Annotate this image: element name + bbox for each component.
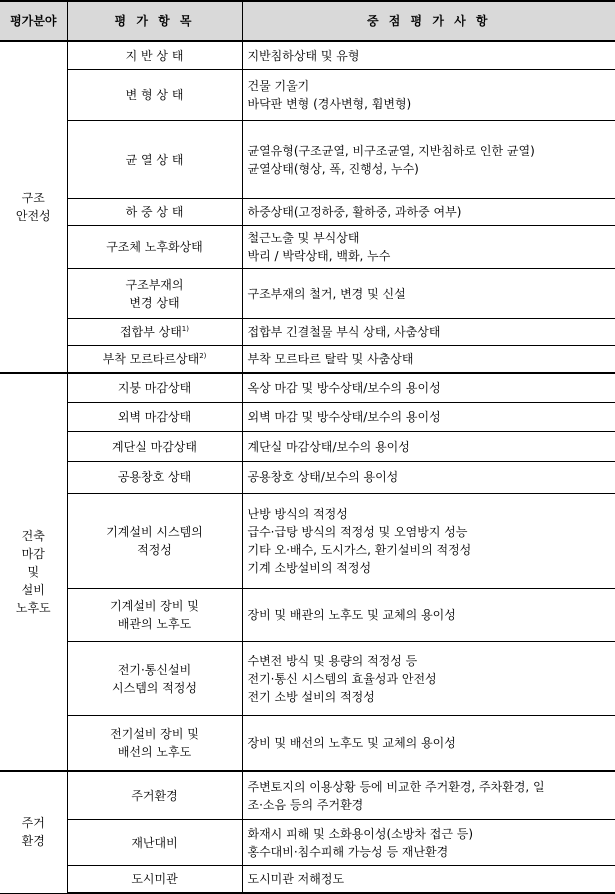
text-line: 조·소음 등의 주거환경: [247, 797, 364, 812]
text-line: 전기·통신설비: [117, 662, 192, 677]
text-line: 장비 및 배관의 노후도 및 교체의 용이성: [247, 608, 456, 623]
detail-cell: [242, 269, 615, 319]
text-line: 화재시 피해 및 소화용이성(소방차 접근 등): [247, 826, 474, 841]
table-row: [0, 70, 615, 121]
text-line: 설비: [21, 582, 45, 597]
detail-cell: [242, 493, 615, 588]
text-line: 전기설비 장비 및: [110, 727, 199, 742]
header-detail: 중 점 평 가 사 항: [242, 1, 615, 41]
detail-cell: [242, 41, 615, 70]
text-line: 공용창호 상태/보수의 용이성: [247, 470, 399, 485]
text-line: 계단실 마감상태: [112, 439, 197, 454]
text-line: 안전성: [15, 208, 51, 223]
item-cell: [67, 771, 242, 820]
detail-cell: [242, 865, 615, 893]
text-line: 홍수대비·침수피해 가능성 등 재난환경: [247, 844, 449, 859]
text-line: 배선의 노후도: [117, 745, 192, 760]
text-line: 하중상태(고정하중, 활하중, 과하중 여부): [247, 205, 462, 220]
text-line: 접합부 상태: [120, 324, 182, 339]
item-cell: [67, 865, 242, 893]
footnote-marker: 1): [181, 324, 189, 333]
text-line: 외벽 마감 및 방수상태/보수의 용이성: [247, 410, 441, 425]
detail-cell: [242, 319, 615, 345]
text-line: 주변토지의 이용상황 등에 비교한 주거환경, 주차환경, 일: [247, 779, 545, 794]
item-cell: [67, 120, 242, 198]
text-line: 수변전 방식 및 용량의 적정성 등: [247, 653, 418, 668]
detail-cell: [242, 225, 615, 268]
item-cell: [67, 716, 242, 771]
text-line: 하 중 상 태: [125, 205, 184, 220]
item-cell: [67, 432, 242, 462]
text-line: 및: [27, 564, 40, 579]
text-line: 전기·통신 시스템의 효율성과 안전성: [247, 671, 437, 686]
text-line: 전기 소방 설비의 적정성: [247, 689, 375, 704]
text-line: 변경 상태: [129, 295, 180, 310]
detail-cell: [242, 373, 615, 403]
header-category: 평가분야: [0, 1, 67, 41]
text-line: 구조부재의: [125, 277, 184, 292]
table-row: [0, 432, 615, 462]
detail-cell: [242, 716, 615, 771]
text-line: 박리 / 박락상태, 백화, 누수: [247, 249, 391, 264]
text-line: 건물 기울기: [247, 79, 310, 94]
table-row: [0, 771, 615, 820]
text-line: 주거환경: [131, 788, 178, 803]
text-line: 기타 오·배수, 도시가스, 환기설비의 적정성: [247, 543, 472, 558]
detail-cell: [242, 120, 615, 198]
header-row: [0, 1, 615, 41]
table-row: [0, 462, 615, 494]
item-cell: [67, 820, 242, 866]
item-cell: [67, 493, 242, 588]
text-line: 철근노출 및 부식상태: [247, 231, 360, 246]
table-row: [0, 865, 615, 893]
category-cell: [0, 373, 67, 771]
text-line: 급수·급탕 방식의 적정성 및 오염방지 성능: [247, 525, 468, 540]
item-cell: [67, 41, 242, 70]
text-line: 균 열 상 태: [125, 152, 184, 167]
text-line: 기계설비 시스템의: [106, 525, 203, 540]
text-line: 적정성: [137, 543, 172, 558]
text-line: 구조부재의 철거, 변경 및 신설: [247, 286, 406, 301]
detail-cell: [242, 432, 615, 462]
table-row: [0, 716, 615, 771]
table-row: [0, 120, 615, 198]
table-row: [0, 345, 615, 373]
text-line: 계단실 마감상태/보수의 용이성: [247, 439, 410, 454]
item-cell: [67, 589, 242, 642]
category-cell: [0, 771, 67, 893]
text-line: 외벽 마감상태: [117, 410, 192, 425]
text-line: 접합부 긴결철물 부식 상태, 사춤상태: [247, 324, 441, 339]
text-line: 도시미관: [131, 871, 178, 886]
table-row: [0, 269, 615, 319]
detail-cell: [242, 199, 615, 225]
item-cell: [67, 269, 242, 319]
detail-cell: [242, 70, 615, 121]
text-line: 마감: [21, 546, 45, 561]
text-line: 장비 및 배선의 노후도 및 교체의 용이성: [247, 736, 456, 751]
text-line: 지 반 상 태: [125, 48, 184, 63]
table-row: [0, 402, 615, 432]
text-line: 환경: [21, 834, 45, 849]
text-line: 바닥판 변형 (경사변형, 휨변형): [247, 97, 412, 112]
detail-cell: [242, 820, 615, 866]
text-line: 노후도: [15, 600, 51, 615]
table-row: [0, 319, 615, 345]
text-line: 지반침하상태 및 유형: [247, 48, 360, 63]
table-row: [0, 820, 615, 866]
text-line: 변 형 상 태: [125, 88, 184, 103]
text-line: 기계설비 장비 및: [110, 599, 199, 614]
text-line: 건축: [21, 528, 45, 543]
item-cell: [67, 345, 242, 373]
text-line: 시스템의 적정성: [112, 680, 197, 695]
text-line: 도시미관 저해정도: [247, 871, 345, 886]
text-line: 부착 모르타르상태: [102, 351, 200, 366]
category-cell: [0, 41, 67, 373]
detail-cell: [242, 642, 615, 716]
text-line: 배관의 노후도: [117, 617, 192, 632]
text-line: 공용창호 상태: [117, 470, 192, 485]
table-row: [0, 589, 615, 642]
table-row: [0, 225, 615, 268]
text-line: 구조체 노후화상태: [106, 240, 203, 255]
item-cell: [67, 402, 242, 432]
table-row: [0, 199, 615, 225]
text-line: 지붕 마감상태: [117, 380, 192, 395]
text-line: 부착 모르타르 탈락 및 사춤상태: [247, 351, 414, 366]
footnote-marker: 2): [199, 351, 207, 360]
table-body: [0, 41, 615, 893]
text-line: 구조: [21, 190, 45, 205]
item-cell: [67, 462, 242, 494]
table-row: [0, 373, 615, 403]
item-cell: [67, 319, 242, 345]
text-line: 균열상태(형상, 폭, 진행성, 누수): [247, 161, 419, 176]
text-line: 주거: [21, 816, 45, 831]
text-line: 기계 소방설비의 적정성: [247, 561, 372, 576]
item-cell: [67, 642, 242, 716]
detail-cell: [242, 462, 615, 494]
item-cell: [67, 199, 242, 225]
detail-cell: [242, 771, 615, 820]
text-line: 난방 방식의 적정성: [247, 507, 348, 522]
item-cell: [67, 225, 242, 268]
detail-cell: [242, 345, 615, 373]
table-row: [0, 642, 615, 716]
text-line: 옥상 마감 및 방수상태/보수의 용이성: [247, 380, 441, 395]
text-line: 재난대비: [131, 835, 178, 850]
table-row: [0, 41, 615, 70]
text-line: 균열유형(구조균열, 비구조균열, 지반침하로 인한 균열): [247, 143, 535, 158]
detail-cell: [242, 402, 615, 432]
header-item: 평 가 항 목: [67, 1, 242, 41]
detail-cell: [242, 589, 615, 642]
item-cell: [67, 373, 242, 403]
item-cell: [67, 70, 242, 121]
table-row: [0, 493, 615, 588]
